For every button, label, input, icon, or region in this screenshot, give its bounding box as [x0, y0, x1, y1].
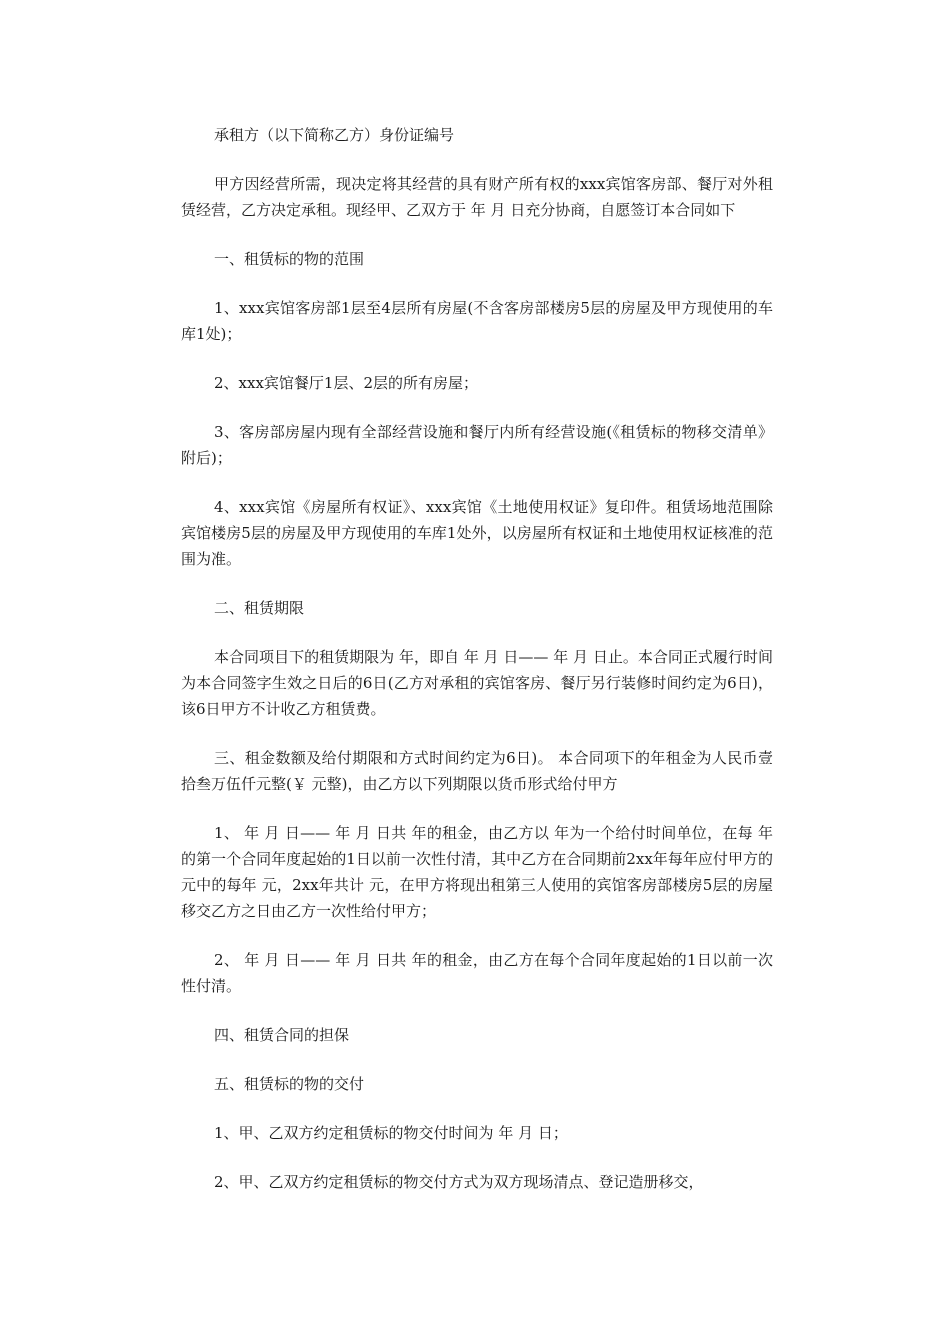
scope-item-3: 3、客房部房屋内现有全部经营设施和餐厅内所有经营设施(《租赁标的物移交清单》附后)； — [181, 423, 773, 467]
section-heading-scope: 一、租赁标的物的范围 — [214, 250, 365, 268]
scope-item-4: 4、xxx宾馆《房屋所有权证》、xxx宾馆《土地使用权证》复印件。租赁场地范围除宾馆楼房5层的房屋及甲方现使用的车库1处外，以房屋所有权证和土地使用权证核准的范围为准。 — [181, 498, 773, 568]
lessee-id-line: 承租方（以下简称乙方）身份证编号 — [214, 126, 455, 144]
rent-item-2: 2、 年 月 日—— 年 月 日共 年的租金，由乙方在每个合同年度起始的1日以前一次性付清。 — [181, 951, 773, 995]
section-heading-guarantee: 四、租赁合同的担保 — [214, 1026, 350, 1044]
section-heading-delivery: 五、租赁标的物的交付 — [214, 1075, 365, 1093]
scope-item-1: 1、xxx宾馆客房部1层至4层所有房屋(不含客房部楼房5层的房屋及甲方现使用的车库1处)； — [181, 299, 773, 343]
preamble-paragraph: 甲方因经营所需，现决定将其经营的具有财产所有权的xxx宾馆客房部、餐厅对外租赁经营，乙方决定承租。现经甲、乙双方于 年 月 日充分协商，自愿签订本合同如下 — [181, 175, 773, 219]
scope-item-2: 2、xxx宾馆餐厅1层、2层的所有房屋； — [214, 374, 479, 392]
rent-item-1: 1、 年 月 日—— 年 月 日共 年的租金，由乙方以 年为一个给付时间单位，在每 年的第一个合同年度起始的1日以前一次性付清，其中乙方在合同期前2xx年每年应付甲方的 元中的每年 元，2xx年共计 元，在甲方将现出租第三人使用的宾馆客房部楼房5层的房屋移交乙方之日由乙方一次性给付甲方； — [181, 824, 773, 920]
contract-body — [181, 122, 773, 1218]
delivery-item-1: 1、甲、乙双方约定租赁标的物交付时间为 年 月 日； — [214, 1124, 568, 1142]
delivery-item-2: 2、甲、乙双方约定租赁标的物交付方式为双方现场清点、登记造册移交， — [214, 1173, 704, 1191]
section-heading-term: 二、租赁期限 — [214, 599, 305, 617]
term-paragraph: 本合同项目下的租赁期限为 年，即自 年 月 日—— 年 月 日止。本合同正式履行时间为本合同签字生效之日后的6日(乙方对承租的宾馆客房、餐厅另行装修时间约定为6日)，该6日甲方不计收乙方租赁费。 — [181, 648, 773, 718]
rent-paragraph: 三、租金数额及给付期限和方式时间约定为6日)。 本合同项下的年租金为人民币壹拾叁万伍仟元整(￥ 元整)，由乙方以下列期限以货币形式给付甲方 — [181, 749, 773, 793]
